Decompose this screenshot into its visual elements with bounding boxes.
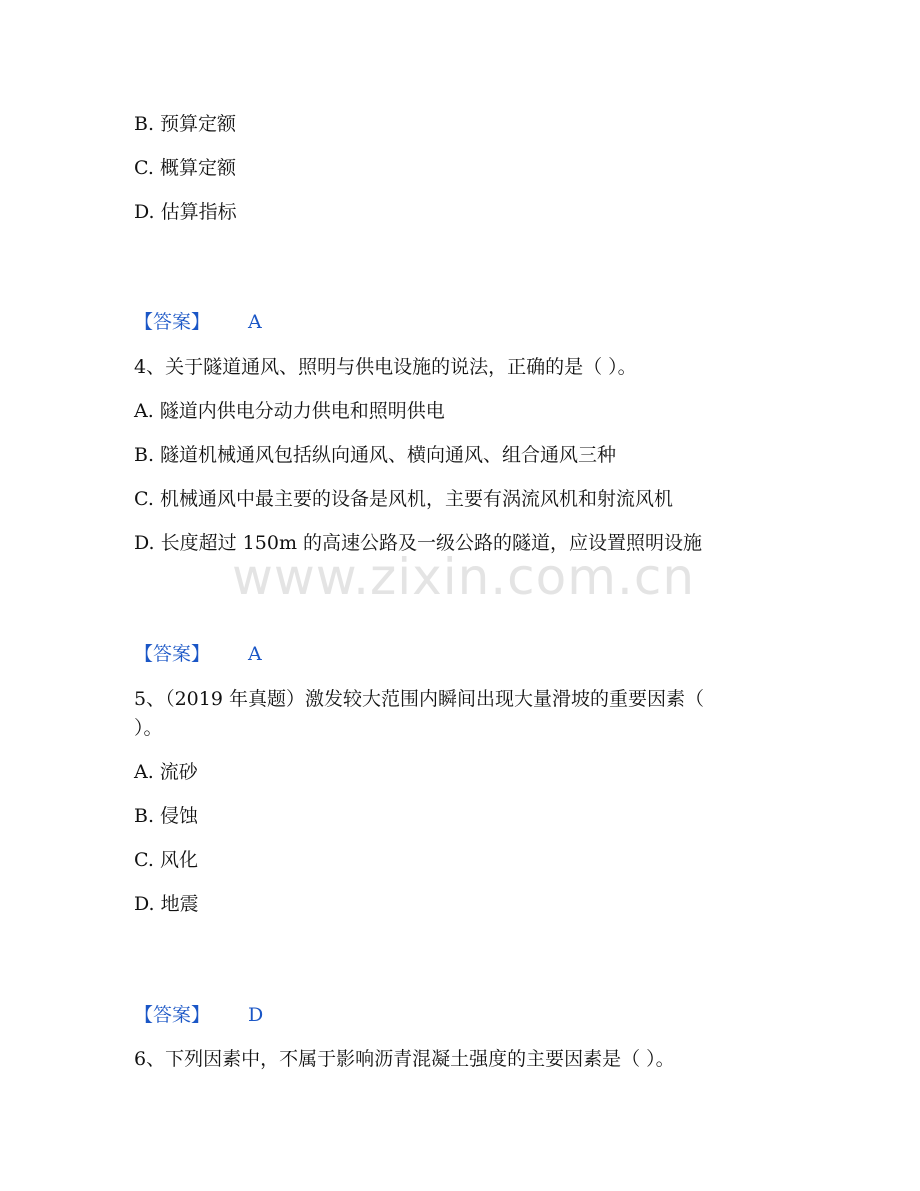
q4-option-d: D. 长度超过 150m 的高速公路及一级公路的隧道，应设置照明设施 xyxy=(134,532,702,554)
q5-stem-line2: ）。 xyxy=(134,717,163,739)
answer-value: A xyxy=(248,311,262,333)
watermark: www.zixin.com.cn xyxy=(232,548,696,606)
answer-value: D xyxy=(248,1004,264,1026)
answer-label: 【答案】 xyxy=(134,1004,211,1026)
q4-option-a: A. 隧道内供电分动力供电和照明供电 xyxy=(134,400,445,422)
q3-option-c: C. 概算定额 xyxy=(134,157,236,179)
q3-option-d: D. 估算指标 xyxy=(134,201,237,223)
q5-stem-line1: 5、（2019 年真题）激发较大范围内瞬间出现大量滑坡的重要因素（ xyxy=(134,688,704,710)
q5-option-b: B. 侵蚀 xyxy=(134,805,199,827)
q5-answer xyxy=(134,1003,263,1027)
q6-stem: 6、下列因素中，不属于影响沥青混凝土强度的主要因素是（ ）。 xyxy=(134,1048,675,1070)
q3-option-b: B. 预算定额 xyxy=(134,113,237,135)
q5-option-c: C. 风化 xyxy=(134,849,198,871)
q3-answer xyxy=(134,310,262,334)
q4-stem: 4、关于隧道通风、照明与供电设施的说法，正确的是（ ）。 xyxy=(134,356,637,378)
q5-option-a: A. 流砂 xyxy=(134,761,198,783)
q4-option-b: B. 隧道机械通风包括纵向通风、横向通风、组合通风三种 xyxy=(134,444,617,466)
q5-option-d: D. 地震 xyxy=(134,893,199,915)
answer-label: 【答案】 xyxy=(134,311,211,333)
answer-label: 【答案】 xyxy=(134,643,211,665)
answer-value: A xyxy=(248,643,262,665)
q4-answer xyxy=(134,642,262,666)
q4-option-c: C. 机械通风中最主要的设备是风机，主要有涡流风机和射流风机 xyxy=(134,488,673,510)
